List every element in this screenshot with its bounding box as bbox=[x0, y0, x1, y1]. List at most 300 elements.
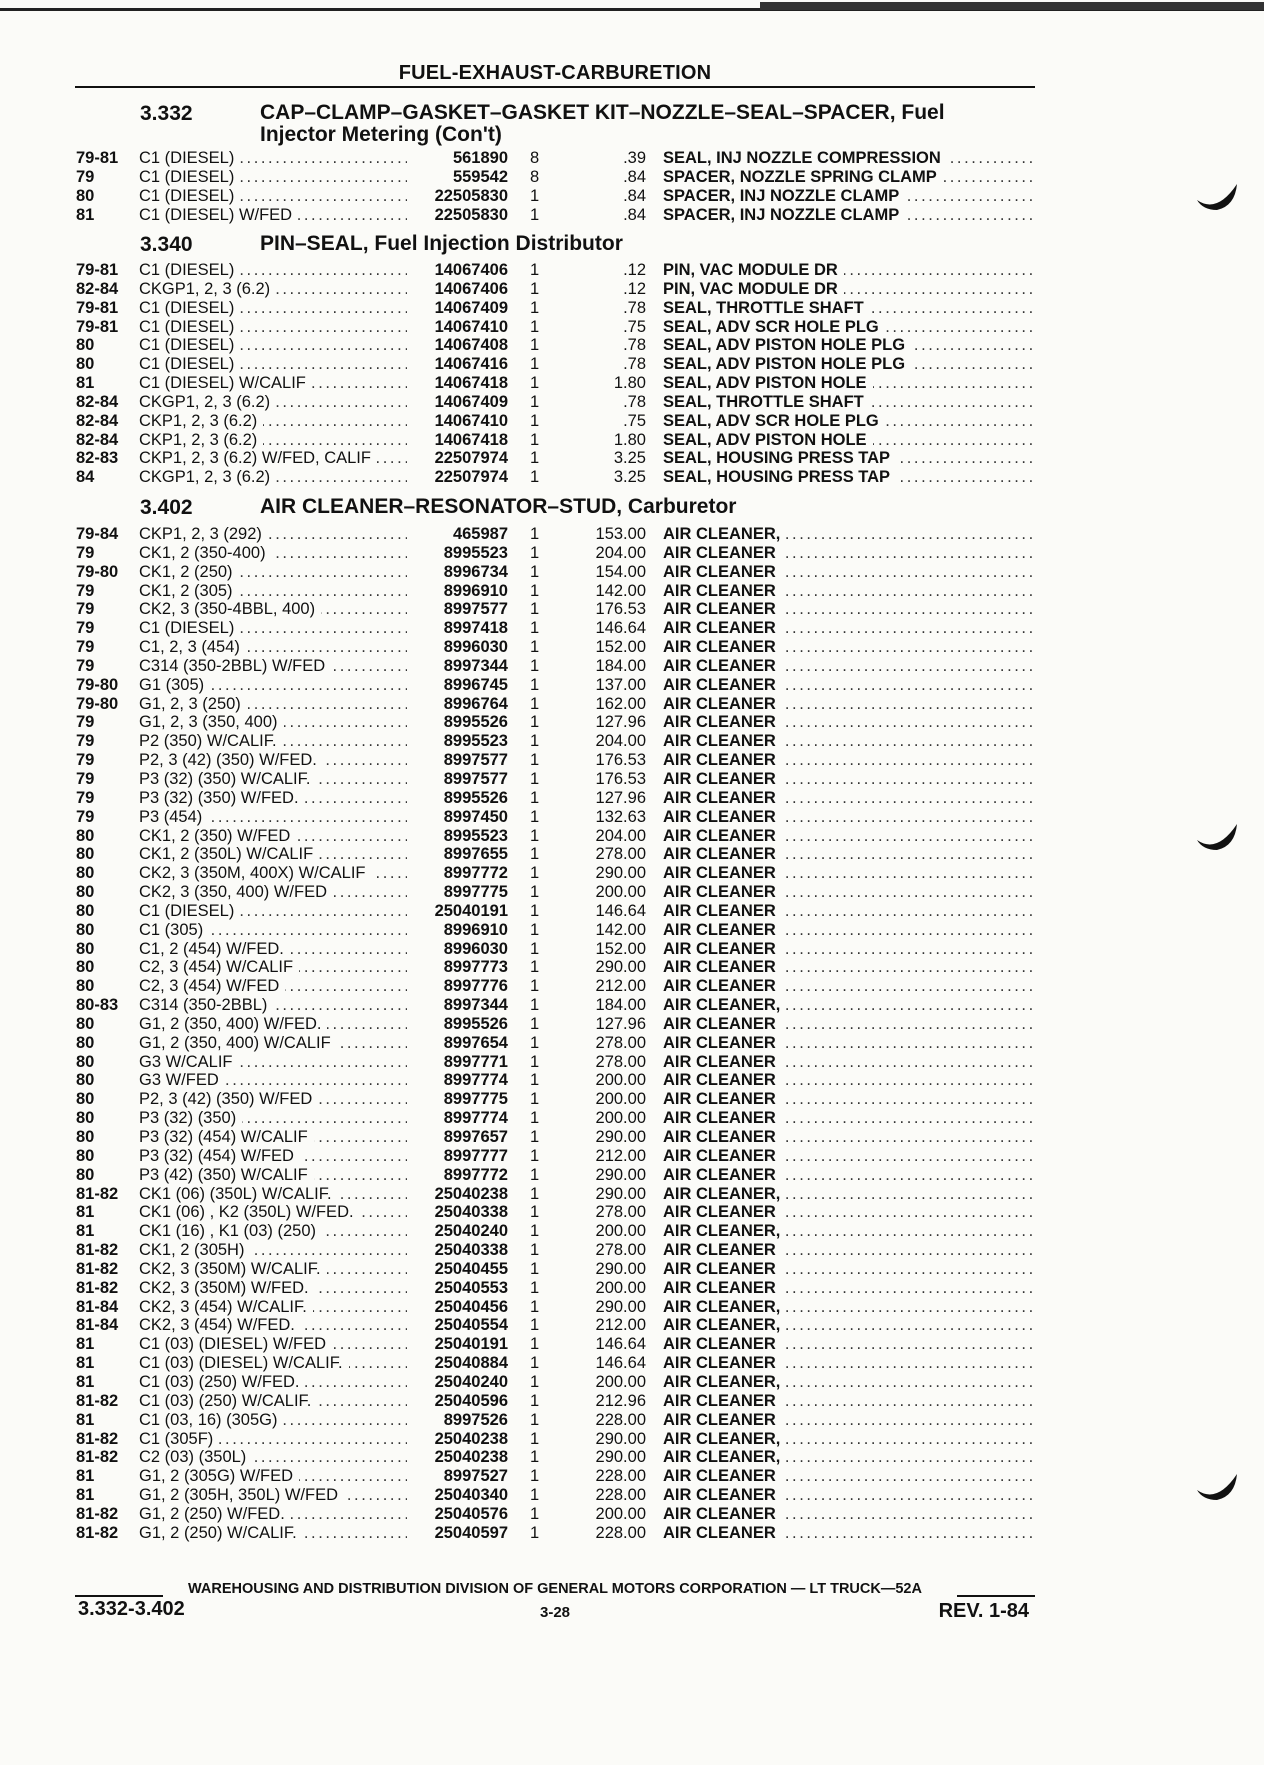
part-description: AIR CLEANER bbox=[663, 1109, 782, 1127]
table-row bbox=[0, 732, 1264, 751]
model-description: C314 (350-2BBL) W/FED bbox=[139, 657, 331, 675]
model-description: G1, 2 (350, 400) W/CALIF bbox=[139, 1034, 337, 1052]
table-row bbox=[0, 336, 1264, 355]
model-year: 81-82 bbox=[76, 1278, 119, 1297]
description-cell bbox=[663, 431, 1033, 450]
part-number: 22507974 bbox=[434, 449, 508, 468]
model-year: 79-84 bbox=[76, 525, 119, 543]
model-year: 79 bbox=[76, 769, 95, 788]
price: .78 bbox=[623, 392, 646, 411]
model-description: C1 (305F) bbox=[139, 1430, 219, 1448]
part-description: AIR CLEANER bbox=[663, 1053, 782, 1071]
part-description: AIR CLEANER bbox=[663, 751, 782, 769]
table-row bbox=[0, 1411, 1264, 1430]
model-description: P2, 3 (42) (350) W/FED bbox=[139, 1090, 318, 1108]
part-number: 8996910 bbox=[443, 581, 508, 600]
part-number: 8996734 bbox=[443, 562, 508, 581]
model-year: 81-84 bbox=[76, 1297, 119, 1316]
model-description: C1, 2, 3 (454) bbox=[139, 638, 246, 656]
model-cell bbox=[139, 977, 407, 996]
model-description: G1, 2 (250) W/FED. bbox=[139, 1505, 291, 1523]
description-cell bbox=[663, 299, 1033, 318]
model-year: 82-84 bbox=[76, 430, 119, 449]
model-cell bbox=[139, 770, 407, 789]
part-description: SEAL, HOUSING PRESS TAP bbox=[663, 468, 896, 486]
model-description: G1, 2 (305G) W/FED bbox=[139, 1467, 299, 1485]
description-cell bbox=[663, 1298, 1033, 1317]
part-number: 25040554 bbox=[434, 1316, 508, 1335]
part-number: 25040338 bbox=[434, 1203, 508, 1222]
model-cell bbox=[139, 1071, 407, 1090]
description-cell bbox=[663, 827, 1033, 846]
quantity: 1 bbox=[530, 1241, 540, 1260]
model-description: C2, 3 (454) W/CALIF bbox=[139, 958, 299, 976]
table-row bbox=[0, 1166, 1264, 1185]
price: 3.25 bbox=[613, 468, 646, 487]
quantity: 1 bbox=[530, 1184, 540, 1203]
model-cell bbox=[139, 449, 407, 468]
part-description: SEAL, ADV SCR HOLE PLG bbox=[663, 318, 885, 336]
model-cell bbox=[139, 1373, 407, 1392]
table-row bbox=[0, 1015, 1264, 1034]
model-year: 81 bbox=[76, 1467, 95, 1486]
quantity: 1 bbox=[530, 317, 540, 336]
model-year: 82-84 bbox=[76, 392, 119, 411]
model-year: 80 bbox=[76, 864, 95, 883]
part-number: 8997777 bbox=[443, 1146, 508, 1165]
model-cell bbox=[139, 921, 407, 940]
model-cell bbox=[139, 412, 407, 431]
table-row bbox=[0, 996, 1264, 1015]
footer-rule-right bbox=[957, 1595, 1035, 1597]
model-description: G1, 2 (305H, 350L) W/FED bbox=[139, 1486, 344, 1504]
description-cell bbox=[663, 393, 1033, 412]
table-row bbox=[0, 1373, 1264, 1392]
part-number: 25040238 bbox=[434, 1448, 508, 1467]
part-number: 25040576 bbox=[434, 1504, 508, 1523]
part-description: AIR CLEANER bbox=[663, 1090, 782, 1108]
part-description: SEAL, THROTTLE SHAFT bbox=[663, 393, 870, 411]
quantity: 1 bbox=[530, 1014, 540, 1033]
model-year: 80 bbox=[76, 883, 95, 902]
price: 142.00 bbox=[595, 920, 646, 939]
description-cell bbox=[663, 1203, 1033, 1222]
description-cell bbox=[663, 958, 1033, 977]
model-cell bbox=[139, 393, 407, 412]
price: 212.96 bbox=[595, 1391, 646, 1410]
model-cell bbox=[139, 1222, 407, 1241]
quantity: 1 bbox=[530, 694, 540, 713]
part-number: 8997344 bbox=[443, 656, 508, 675]
part-description: AIR CLEANER bbox=[663, 1467, 782, 1485]
model-year: 81-82 bbox=[76, 1259, 119, 1278]
table-row bbox=[0, 902, 1264, 921]
part-number: 14067408 bbox=[434, 336, 508, 355]
description-cell bbox=[663, 1279, 1033, 1298]
part-number: 8996030 bbox=[443, 638, 508, 657]
model-cell bbox=[139, 1279, 407, 1298]
description-cell bbox=[663, 1505, 1033, 1524]
price: 152.00 bbox=[595, 638, 646, 657]
model-cell bbox=[139, 1430, 407, 1449]
part-description: AIR CLEANER bbox=[663, 1128, 782, 1146]
quantity: 1 bbox=[530, 298, 540, 317]
model-description: P3 (454) bbox=[139, 808, 208, 826]
price: 278.00 bbox=[595, 1241, 646, 1260]
quantity: 1 bbox=[530, 1316, 540, 1335]
model-description: CK2, 3 (350, 400) W/FED bbox=[139, 883, 333, 901]
part-description: AIR CLEANER bbox=[663, 958, 782, 976]
part-description: AIR CLEANER, bbox=[663, 1316, 786, 1334]
part-description: AIR CLEANER bbox=[663, 1147, 782, 1165]
model-description: CKP1, 2, 3 (292) bbox=[139, 525, 268, 543]
description-cell bbox=[663, 1222, 1033, 1241]
part-number: 14067418 bbox=[434, 430, 508, 449]
footer-page-number: 3-28 bbox=[539, 1604, 571, 1621]
description-cell bbox=[663, 280, 1033, 299]
model-year: 80 bbox=[76, 901, 95, 920]
quantity: 1 bbox=[530, 713, 540, 732]
part-description: AIR CLEANER bbox=[663, 1015, 782, 1033]
part-description: AIR CLEANER bbox=[663, 657, 782, 675]
table-row bbox=[0, 845, 1264, 864]
section-title bbox=[260, 102, 1020, 146]
price: 212.00 bbox=[595, 1316, 646, 1335]
model-year: 80 bbox=[76, 1109, 95, 1128]
part-number: 22505830 bbox=[434, 205, 508, 224]
part-description: AIR CLEANER bbox=[663, 902, 782, 920]
table-row bbox=[0, 1316, 1264, 1335]
model-cell bbox=[139, 695, 407, 714]
model-year: 81 bbox=[76, 374, 95, 393]
description-cell bbox=[663, 770, 1033, 789]
price: .78 bbox=[623, 336, 646, 355]
description-cell bbox=[663, 695, 1033, 714]
part-number: 14067409 bbox=[434, 392, 508, 411]
table-row bbox=[0, 883, 1264, 902]
model-description: CK2, 3 (350-4BBL, 400) bbox=[139, 600, 321, 618]
footer-revision: REV. 1-84 bbox=[938, 1600, 1029, 1622]
quantity: 1 bbox=[530, 449, 540, 468]
table-row bbox=[0, 412, 1264, 431]
part-number: 8997775 bbox=[443, 1090, 508, 1109]
model-cell bbox=[139, 751, 407, 770]
quantity: 1 bbox=[530, 883, 540, 902]
model-cell bbox=[139, 431, 407, 450]
section-number: 3.402 bbox=[140, 496, 193, 519]
model-year: 84 bbox=[76, 468, 95, 487]
part-description: AIR CLEANER, bbox=[663, 1185, 786, 1203]
model-cell bbox=[139, 1241, 407, 1260]
price: 1.80 bbox=[613, 430, 646, 449]
price: 200.00 bbox=[595, 1090, 646, 1109]
price: 184.00 bbox=[595, 656, 646, 675]
quantity: 1 bbox=[530, 901, 540, 920]
scan-edge-shadow bbox=[760, 2, 1264, 10]
part-description: AIR CLEANER bbox=[663, 1279, 782, 1297]
part-number: 25040238 bbox=[434, 1184, 508, 1203]
quantity: 1 bbox=[530, 279, 540, 298]
table-row bbox=[0, 1430, 1264, 1449]
model-year: 80 bbox=[76, 336, 95, 355]
model-year: 79 bbox=[76, 581, 95, 600]
part-description: AIR CLEANER, bbox=[663, 1430, 786, 1448]
model-cell bbox=[139, 676, 407, 695]
description-cell bbox=[663, 1241, 1033, 1260]
description-cell bbox=[663, 449, 1033, 468]
quantity: 1 bbox=[530, 656, 540, 675]
model-year: 81 bbox=[76, 1372, 95, 1391]
price: 3.25 bbox=[613, 449, 646, 468]
quantity: 1 bbox=[530, 1109, 540, 1128]
model-description: C1, 2 (454) W/FED. bbox=[139, 940, 290, 958]
model-year: 79 bbox=[76, 543, 95, 562]
parts-table-3402 bbox=[0, 525, 1264, 1543]
price: 146.64 bbox=[595, 901, 646, 920]
model-year: 81-82 bbox=[76, 1523, 119, 1542]
quantity: 1 bbox=[530, 1259, 540, 1278]
section-title-line1: PIN–SEAL, Fuel Injection Distributor bbox=[260, 232, 623, 255]
model-year: 81 bbox=[76, 1203, 95, 1222]
part-description: AIR CLEANER bbox=[663, 789, 782, 807]
model-description: P2, 3 (42) (350) W/FED. bbox=[139, 751, 323, 769]
model-cell bbox=[139, 713, 407, 732]
model-year: 80 bbox=[76, 1052, 95, 1071]
parts-table-3340 bbox=[0, 261, 1264, 487]
model-description: CK1, 2 (250) bbox=[139, 563, 239, 581]
part-description: SEAL, ADV PISTON HOLE bbox=[663, 431, 873, 449]
model-cell bbox=[139, 355, 407, 374]
model-description: C2 (03) (350L) bbox=[139, 1448, 252, 1466]
description-cell bbox=[663, 149, 1033, 168]
price: 290.00 bbox=[595, 1448, 646, 1467]
model-description: C1 (DIESEL) bbox=[139, 299, 240, 317]
price: .84 bbox=[623, 186, 646, 205]
model-year: 79 bbox=[76, 638, 95, 657]
price: 146.64 bbox=[595, 1335, 646, 1354]
description-cell bbox=[663, 638, 1033, 657]
part-number: 8996745 bbox=[443, 675, 508, 694]
model-cell bbox=[139, 1411, 407, 1430]
part-description: AIR CLEANER bbox=[663, 582, 782, 600]
part-description: AIR CLEANER bbox=[663, 732, 782, 750]
quantity: 1 bbox=[530, 958, 540, 977]
part-description: SEAL, ADV PISTON HOLE PLG bbox=[663, 336, 911, 354]
price: 200.00 bbox=[595, 883, 646, 902]
part-description: PIN, VAC MODULE DR bbox=[663, 280, 844, 298]
table-row bbox=[0, 770, 1264, 789]
quantity: 1 bbox=[530, 1071, 540, 1090]
price: 184.00 bbox=[595, 996, 646, 1015]
part-description: AIR CLEANER bbox=[663, 845, 782, 863]
price: 127.96 bbox=[595, 1014, 646, 1033]
description-cell bbox=[663, 808, 1033, 827]
quantity: 1 bbox=[530, 430, 540, 449]
table-row bbox=[0, 149, 1264, 168]
model-year: 80-83 bbox=[76, 996, 119, 1015]
model-cell bbox=[139, 1448, 407, 1467]
table-row bbox=[0, 1392, 1264, 1411]
quantity: 1 bbox=[530, 1146, 540, 1165]
price: 1.80 bbox=[613, 374, 646, 393]
table-row bbox=[0, 525, 1264, 544]
part-description: AIR CLEANER, bbox=[663, 1298, 786, 1316]
price: 228.00 bbox=[595, 1486, 646, 1505]
model-year: 80 bbox=[76, 845, 95, 864]
part-description: AIR CLEANER, bbox=[663, 1448, 786, 1466]
description-cell bbox=[663, 1354, 1033, 1373]
part-number: 8997450 bbox=[443, 807, 508, 826]
part-description: AIR CLEANER bbox=[663, 808, 782, 826]
model-description: C1 (03) (250) W/CALIF. bbox=[139, 1392, 317, 1410]
model-cell bbox=[139, 318, 407, 337]
part-number: 25040596 bbox=[434, 1391, 508, 1410]
binder-hole-mark bbox=[1195, 818, 1241, 852]
part-number: 14067406 bbox=[434, 279, 508, 298]
part-number: 8997577 bbox=[443, 751, 508, 770]
description-cell bbox=[663, 1053, 1033, 1072]
part-description: SPACER, INJ NOZZLE CLAMP bbox=[663, 187, 905, 205]
model-year: 80 bbox=[76, 826, 95, 845]
part-number: 8996910 bbox=[443, 920, 508, 939]
model-cell bbox=[139, 845, 407, 864]
part-description: AIR CLEANER, bbox=[663, 996, 786, 1014]
price: 146.64 bbox=[595, 619, 646, 638]
model-year: 80 bbox=[76, 355, 95, 374]
part-number: 8997773 bbox=[443, 958, 508, 977]
price: 290.00 bbox=[595, 864, 646, 883]
model-cell bbox=[139, 582, 407, 601]
quantity: 1 bbox=[530, 261, 540, 279]
model-description: CKGP1, 2, 3 (6.2) bbox=[139, 280, 276, 298]
part-description: AIR CLEANER bbox=[663, 600, 782, 618]
quantity: 1 bbox=[530, 1467, 540, 1486]
quantity: 1 bbox=[530, 1128, 540, 1146]
part-number: 25040884 bbox=[434, 1354, 508, 1373]
model-description: G1, 2, 3 (350, 400) bbox=[139, 713, 284, 731]
description-cell bbox=[663, 544, 1033, 563]
part-description: AIR CLEANER bbox=[663, 1486, 782, 1504]
description-cell bbox=[663, 1524, 1033, 1543]
model-description: C1 (DIESEL) W/FED bbox=[139, 206, 298, 224]
table-row bbox=[0, 619, 1264, 638]
model-cell bbox=[139, 544, 407, 563]
description-cell bbox=[663, 883, 1033, 902]
model-year: 81 bbox=[76, 1222, 95, 1241]
model-year: 79-81 bbox=[76, 261, 119, 279]
table-row bbox=[0, 1147, 1264, 1166]
model-year: 79-81 bbox=[76, 298, 119, 317]
model-cell bbox=[139, 299, 407, 318]
model-description: C1 (DIESEL) bbox=[139, 318, 240, 336]
quantity: 1 bbox=[530, 619, 540, 638]
description-cell bbox=[663, 1015, 1033, 1034]
table-row bbox=[0, 1128, 1264, 1147]
table-row bbox=[0, 280, 1264, 299]
table-row bbox=[0, 958, 1264, 977]
price: 228.00 bbox=[595, 1467, 646, 1486]
table-row bbox=[0, 1335, 1264, 1354]
model-year: 81 bbox=[76, 1335, 95, 1354]
model-year: 79-80 bbox=[76, 562, 119, 581]
table-row bbox=[0, 1071, 1264, 1090]
part-number: 25040338 bbox=[434, 1241, 508, 1260]
model-year: 81 bbox=[76, 1354, 95, 1373]
price: 154.00 bbox=[595, 562, 646, 581]
part-number: 8995526 bbox=[443, 713, 508, 732]
model-cell bbox=[139, 1015, 407, 1034]
part-description: SEAL, THROTTLE SHAFT bbox=[663, 299, 870, 317]
model-description: C1 (03) (250) W/FED. bbox=[139, 1373, 305, 1391]
table-row bbox=[0, 1260, 1264, 1279]
model-cell bbox=[139, 1298, 407, 1317]
part-description: AIR CLEANER bbox=[663, 1241, 782, 1259]
model-cell bbox=[139, 902, 407, 921]
table-row bbox=[0, 1241, 1264, 1260]
quantity: 1 bbox=[530, 468, 540, 487]
price: 228.00 bbox=[595, 1410, 646, 1429]
quantity: 1 bbox=[530, 1486, 540, 1505]
model-cell bbox=[139, 996, 407, 1015]
model-cell bbox=[139, 168, 407, 187]
model-description: CK1, 2 (350L) W/CALIF bbox=[139, 845, 319, 863]
model-year: 80 bbox=[76, 1128, 95, 1146]
quantity: 1 bbox=[530, 769, 540, 788]
part-number: 8997418 bbox=[443, 619, 508, 638]
quantity: 8 bbox=[530, 149, 540, 167]
part-number: 8997654 bbox=[443, 1033, 508, 1052]
model-description: P3 (32) (454) W/FED bbox=[139, 1147, 300, 1165]
model-cell bbox=[139, 1090, 407, 1109]
description-cell bbox=[663, 168, 1033, 187]
part-description: AIR CLEANER, bbox=[663, 1373, 786, 1391]
model-year: 79-81 bbox=[76, 317, 119, 336]
quantity: 1 bbox=[530, 1391, 540, 1410]
table-row bbox=[0, 1222, 1264, 1241]
part-number: 8995526 bbox=[443, 1014, 508, 1033]
description-cell bbox=[663, 1147, 1033, 1166]
part-number: 14067409 bbox=[434, 298, 508, 317]
description-cell bbox=[663, 977, 1033, 996]
table-row bbox=[0, 940, 1264, 959]
model-year: 80 bbox=[76, 958, 95, 977]
price: 153.00 bbox=[595, 525, 646, 543]
model-description: CKP1, 2, 3 (6.2) W/FED, CALIF bbox=[139, 449, 377, 467]
description-cell bbox=[663, 1411, 1033, 1430]
quantity: 1 bbox=[530, 1354, 540, 1373]
table-row bbox=[0, 1467, 1264, 1486]
table-row bbox=[0, 1448, 1264, 1467]
model-description: C1 (DIESEL) bbox=[139, 149, 240, 167]
model-cell bbox=[139, 827, 407, 846]
model-description: P3 (32) (350) W/CALIF. bbox=[139, 770, 316, 788]
model-year: 81-84 bbox=[76, 1316, 119, 1335]
section-title-line1: AIR CLEANER–RESONATOR–STUD, Carburetor bbox=[260, 495, 737, 518]
price: 278.00 bbox=[595, 1203, 646, 1222]
description-cell bbox=[663, 206, 1033, 225]
table-row bbox=[0, 713, 1264, 732]
quantity: 1 bbox=[530, 581, 540, 600]
part-description: SPACER, NOZZLE SPRING CLAMP bbox=[663, 168, 943, 186]
quantity: 1 bbox=[530, 186, 540, 205]
part-number: 14067418 bbox=[434, 374, 508, 393]
model-year: 80 bbox=[76, 1146, 95, 1165]
model-description: C1 (DIESEL) bbox=[139, 261, 240, 279]
model-year: 79-81 bbox=[76, 149, 119, 167]
part-description: SEAL, HOUSING PRESS TAP bbox=[663, 449, 896, 467]
table-row bbox=[0, 563, 1264, 582]
part-number: 25040456 bbox=[434, 1297, 508, 1316]
